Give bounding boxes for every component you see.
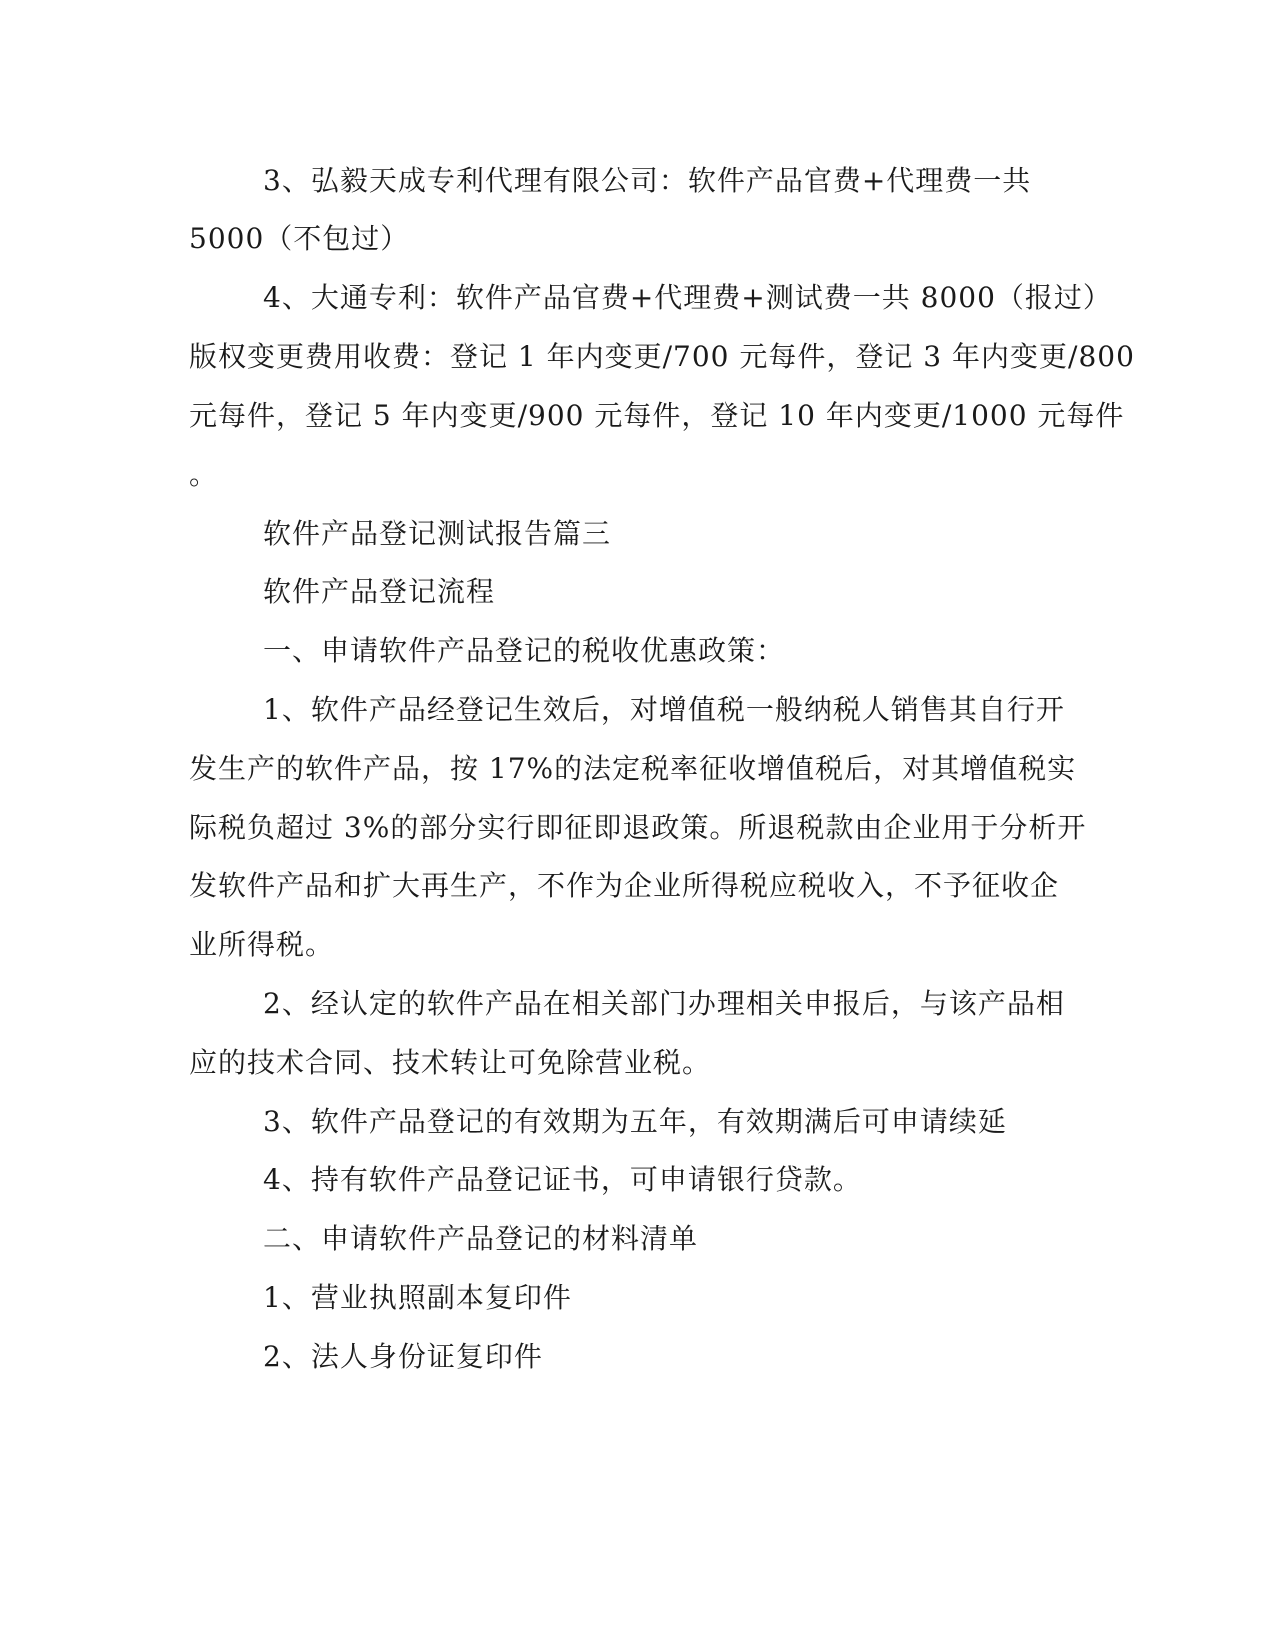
list-item: 2、法人身份证复印件 — [263, 1340, 543, 1373]
paragraph-line: 1、软件产品经登记生效后，对增值税一般纳税人销售其自行开 — [263, 693, 1065, 726]
paragraph-line: 。 — [189, 458, 219, 491]
paragraph-line: 3、软件产品登记的有效期为五年，有效期满后可申请续延 — [263, 1105, 1007, 1138]
paragraph-line: 5000（不包过） — [189, 222, 410, 255]
paragraph-line: 4、持有软件产品登记证书，可申请银行贷款。 — [263, 1163, 862, 1196]
paragraph-line: 业所得税。 — [189, 928, 335, 961]
paragraph-line: 应的技术合同、技术转让可免除营业税。 — [189, 1046, 712, 1079]
paragraph-line: 际税负超过 3%的部分实行即征即退政策。所退税款由企业用于分析开 — [189, 811, 1087, 844]
paragraph-line: 发生产的软件产品，按 17%的法定税率征收增值税后，对其增值税实 — [189, 752, 1077, 785]
paragraph-line: 版权变更费用收费：登记 1 年内变更/700 元每件，登记 3 年内变更/800 — [189, 340, 1135, 373]
list-item: 1、营业执照副本复印件 — [263, 1281, 572, 1314]
list-heading: 二、申请软件产品登记的材料清单 — [263, 1222, 699, 1255]
paragraph-line: 4、大通专利：软件产品官费+代理费+测试费一共 8000（报过） — [263, 281, 1112, 314]
paragraph-line: 3、弘毅天成专利代理有限公司：软件产品官费+代理费一共 — [263, 164, 1032, 197]
paragraph-line: 2、经认定的软件产品在相关部门办理相关申报后，与该产品相 — [263, 987, 1065, 1020]
section-heading: 软件产品登记测试报告篇三 — [263, 517, 612, 550]
paragraph-line: 元每件，登记 5 年内变更/900 元每件，登记 10 年内变更/1000 元每件 — [189, 399, 1125, 432]
list-heading: 一、申请软件产品登记的税收优惠政策： — [263, 634, 786, 667]
paragraph-line: 发软件产品和扩大再生产，不作为企业所得税应税收入，不予征收企 — [189, 869, 1060, 902]
section-heading: 软件产品登记流程 — [263, 575, 496, 608]
